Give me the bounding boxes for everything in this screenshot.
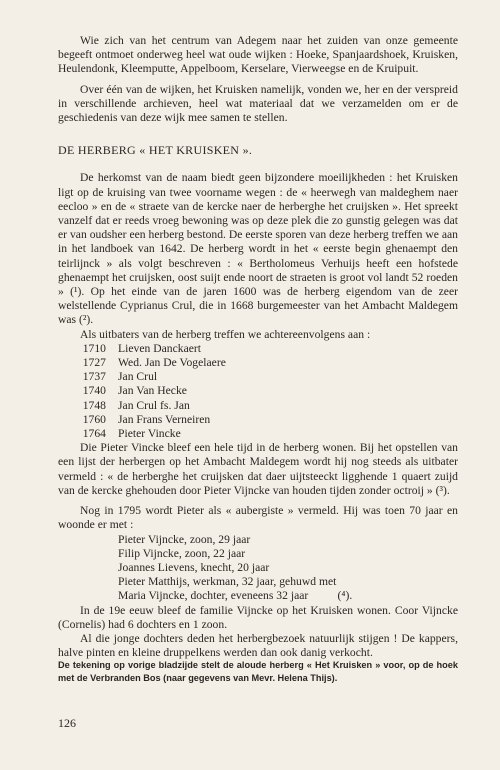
list-item: 1737 Jan Crul <box>82 370 158 384</box>
list-item: 1740 Jan Van Hecke <box>82 384 187 398</box>
list-intro: Als uitbaters van de herberg treffen we achtereenvolgens aan : <box>80 327 371 341</box>
list-item: Pieter Matthijs, werkman, 32 jaar, gehuwd met <box>118 575 337 589</box>
innkeeper-list <box>58 342 458 441</box>
list-item: 1760 Jan Frans Verneiren <box>82 412 211 426</box>
list-item: Joannes Lievens, knecht, 20 jaar <box>118 560 270 574</box>
list-item: Maria Vijncke, dochter, eveneens 32 jaar (⁴). <box>118 589 353 603</box>
paragraph-19th-century: In de 19e eeuw bleef de familie Vijncke op het Kruisken wonen. Coor Vijncke (Cornelis) had 6 dochters en 1 zoon. <box>58 603 458 631</box>
intro-paragraph-2: Over één van de wijken, het Kruisken namelijk, vonden we, her en der verspreid in verschillende archieven, heel wat materiaal dat we verzamelden om er de geschiedenis van deze wijk mee samen te stellen. <box>58 82 458 125</box>
list-item: Filip Vijncke, zoon, 22 jaar <box>118 546 246 560</box>
page-number: 126 <box>58 716 76 730</box>
list-item: 1710 Lieven Danckaert <box>82 341 202 355</box>
list-item: Pieter Vijncke, zoon, 29 jaar <box>118 532 251 546</box>
intro-paragraph-1: Wie zich van het centrum van Adegem naar het zuiden van onze gemeente begeeft ontmoet onderweg heel wat oude wijken : Hoeke, Spanjaardshoek, Kruisken, Heulendonk, Kleemputte, Appelboom, Kerselare, Vierweegse en de Kruipuit. <box>58 34 458 76</box>
body-text <box>58 34 458 660</box>
paragraph-daughters: Al die jonge dochters deden het herbergbezoek natuurlijk stijgen ! De kappers, halve pinten en kleine druppelkens werden dan ook danig verkocht. <box>58 631 458 660</box>
paragraph-origin: De herkomst van de naam biedt geen bijzondere moeilijkheden : het Kruisken ligt op de kruising van twee voorname wegen : de « heerwegh van maldeghem naer eecloo » en de « straete van de kercke naer de herberghe het cruijsken ». Het spreekt vanzelf dat er reeds vroeg bewoning was op deze plek die zo gunstig gelegen was dat er van oudsher een herberg bestond. De eerste sporen van deze herberg treffen we aan in het landboek van 1642. De herberg wordt in het « eerste begin ghenaempt den teirlijnck » als volgt beschreven : « Bertholomeus Verhuijs heeft een hofstede ghenaempt het cruijsken, oost suijt ende noort de straeten is groot vol landt 52 roeden » (¹). Op het einde van de jaren 1600 was de herberg eigendom van de zeer welstellende Cyprianus Crul, die in 1668 burgemeester van het Ambacht Maldegem was (²). <box>58 171 458 327</box>
paragraph-pieter-vincke: Die Pieter Vincke bleef een hele tijd in de herberg wonen. Bij het opstellen van een lijst der herbergen op het Ambacht Maldegem wordt hij nog steeds als uitbater vermeld : « de herberghe het cruijsken dat daer uijtsteeckt ligghende 1 quaert zuijd van de kercke ghehouden door Pieter Vijncke van houden tijden zonder octroij » (³). <box>58 441 458 497</box>
list-item: 1764 Pieter Vincke <box>82 427 181 441</box>
list-item: 1748 Jan Crul fs. Jan <box>82 398 190 412</box>
household-list <box>58 533 458 604</box>
paragraph-1795: Nog in 1795 wordt Pieter als « aubergiste » vermeld. Hij was toen 70 jaar en woonde er met : <box>58 504 458 532</box>
list-item: 1727 Wed. Jan De Vogelaere <box>82 356 226 370</box>
section-heading: DE HERBERG « HET KRUISKEN ». <box>58 143 253 158</box>
figure-caption: De tekening op vorige bladzijde stelt de aloude herberg « Het Kruisken » voor, op de hoek met de Verbranden Bos (naar gegevens van Mevr. Helena Thijs). <box>58 660 458 683</box>
